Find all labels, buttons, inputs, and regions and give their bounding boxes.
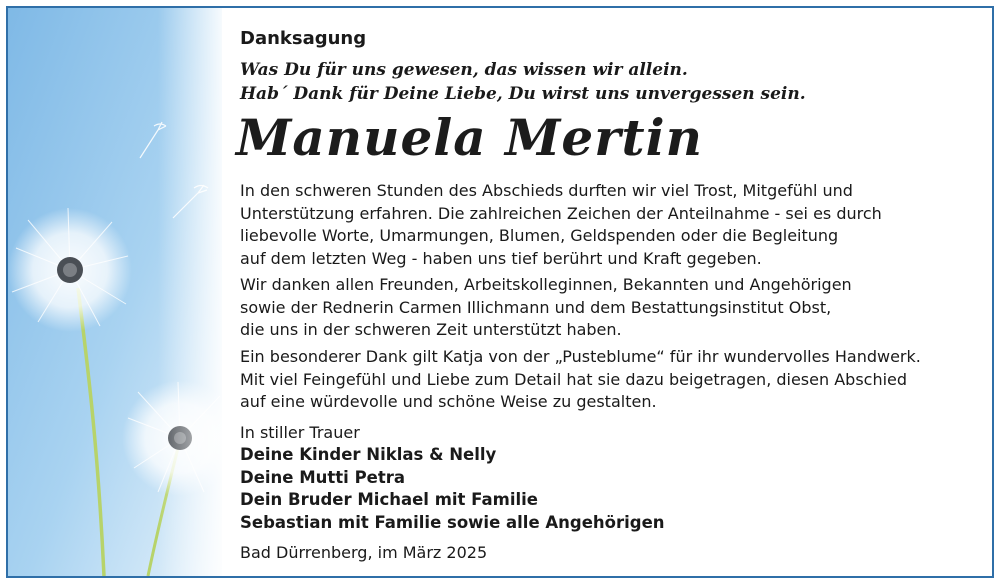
paragraph-line: Wir danken allen Freunden, Arbeitskolleginnen, Bekannten und Angehörigen [240,275,852,294]
heading: Danksagung [240,28,367,49]
deceased-name: Manuela Mertin [236,108,704,167]
paragraph-line: Unterstützung erfahren. Die zahlreichen Zeichen der Anteilnahme - sei es durch [240,203,882,223]
signer: Dein Bruder Michael mit Familie [240,490,538,509]
quote-line: Hab´ Dank für Deine Liebe, Du wirst uns unvergessen sein. [240,84,806,104]
paragraph-line: sowie der Rednerin Carmen Illichmann und dem Bestattungsinstitut Obst, [240,297,832,317]
paragraph-line: die uns in der schweren Zeit unterstützt haben. [240,320,622,339]
paragraph-line: auf eine würdevolle und schöne Weise zu gestalten. [240,392,657,411]
obituary-text [236,8,986,576]
obituary-card [6,6,994,578]
dandelion-photo [8,8,222,576]
mourning-intro: In stiller Trauer [240,423,360,442]
paragraph-line: liebevolle Worte, Umarmungen, Blumen, Geldspenden oder die Begleitung [240,226,839,245]
paragraph-line: Ein besonderer Dank gilt Katja von der „Pusteblume“ für ihr wundervolles Handwerk. [240,347,921,366]
signer: Sebastian mit Familie sowie alle Angehörigen [240,512,665,532]
signer: Deine Mutti Petra [240,467,406,487]
paragraph-line: In den schweren Stunden des Abschieds durften wir viel Trost, Mitgefühl und [240,181,853,200]
quote-line: Was Du für uns gewesen, das wissen wir allein. [240,60,688,80]
paragraph-line: auf dem letzten Weg - haben uns tief berührt und Kraft gegeben. [240,248,762,268]
paragraph-line: Mit viel Feingefühl und Liebe zum Detail hat sie dazu beigetragen, diesen Abschied [240,369,908,389]
paragraph-special-thanks [240,346,921,414]
paragraph-acknowledgements [240,274,852,342]
signer: Deine Kinder Niklas & Nelly [240,445,497,464]
quote [240,58,806,106]
place-date: Bad Dürrenberg, im März 2025 [240,543,488,562]
signer-list [240,444,665,534]
paragraph-thanks [240,180,882,270]
